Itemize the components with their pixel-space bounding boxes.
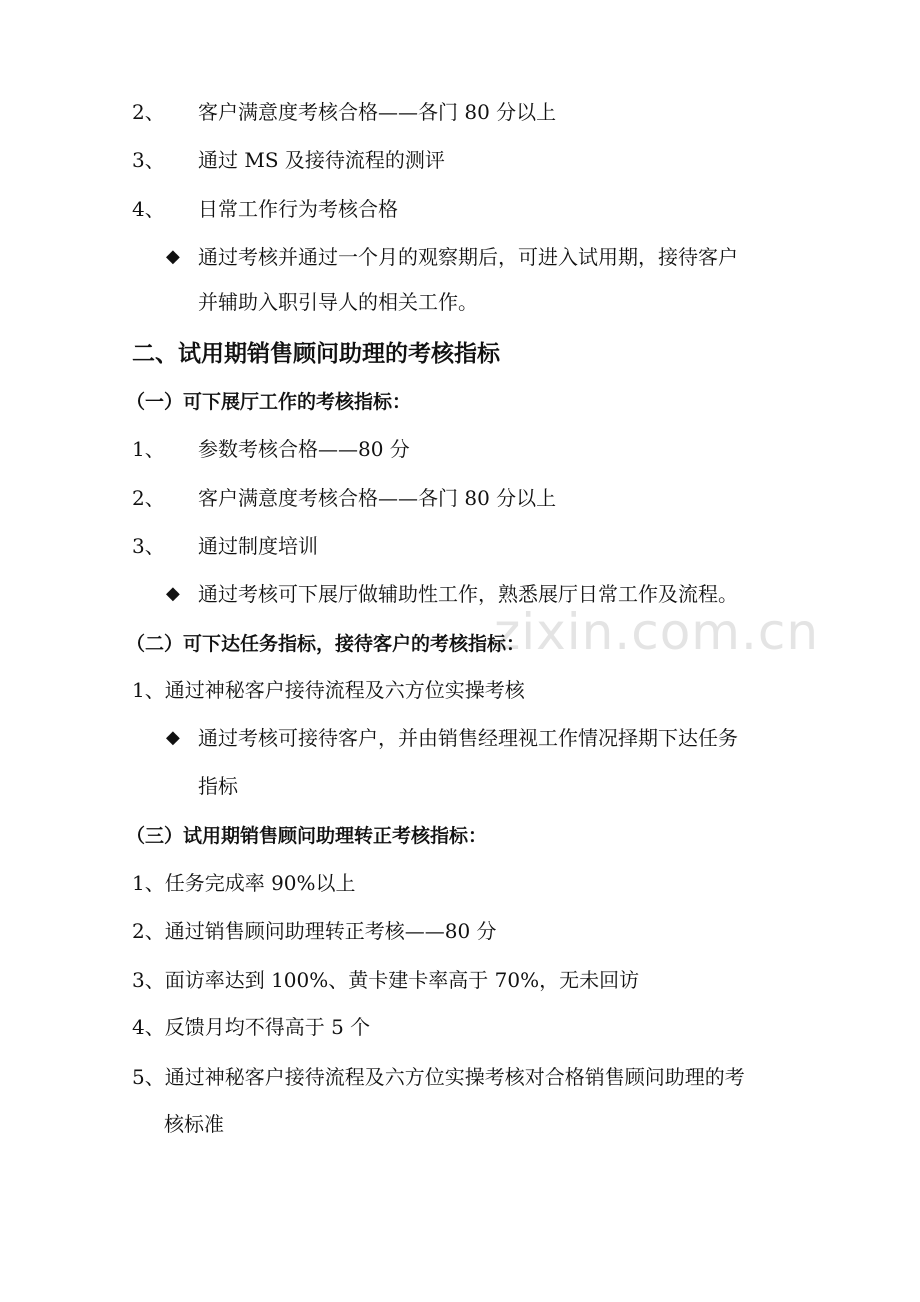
list-item-number: 4、 <box>132 197 165 221</box>
list-item: 5、通过神秘客户接待流程及六方位实操考核对合格销售顾问助理的考 <box>132 1065 745 1089</box>
list-item: 2、通过销售顾问助理转正考核——80 分 <box>132 919 497 943</box>
list-item: 1、通过神秘客户接待流程及六方位实操考核 <box>132 678 525 702</box>
note-text: 通过考核可下展厅做辅助性工作，熟悉展厅日常工作及流程。 <box>198 582 738 606</box>
list-item-text: 客户满意度考核合格——各门 80 分以上 <box>198 100 557 124</box>
subsection-title: （二）可下达任务指标，接待客户的考核指标： <box>126 633 526 655</box>
diamond-bullet-icon: ◆ <box>166 246 180 267</box>
list-item-text: 通过制度培训 <box>198 534 318 558</box>
section-title: 二、试用期销售顾问助理的考核指标 <box>132 341 500 367</box>
list-item-number: 3、 <box>132 534 165 558</box>
list-item: 4、反馈月均不得高于 5 个 <box>132 1015 371 1039</box>
list-item-text: 客户满意度考核合格——各门 80 分以上 <box>198 486 557 510</box>
list-item-text: 日常工作行为考核合格 <box>198 197 398 221</box>
subsection-title: （三）试用期销售顾问助理转正考核指标： <box>126 825 488 847</box>
note-text-line1: 通过考核并通过一个月的观察期后，可进入试用期，接待客户 <box>198 245 738 269</box>
diamond-bullet-icon: ◆ <box>166 727 180 748</box>
list-item-number: 2、 <box>132 100 165 124</box>
note-text-line2: 指标 <box>198 774 238 798</box>
subsection-title: （一）可下展厅工作的考核指标： <box>126 391 412 413</box>
list-item-text: 通过 MS 及接待流程的测评 <box>198 148 445 172</box>
list-item-number: 2、 <box>132 486 165 510</box>
note-text-line2: 并辅助入职引导人的相关工作。 <box>198 290 478 314</box>
list-item-number: 3、 <box>132 148 165 172</box>
watermark-text: zixin.com.cn <box>494 603 820 661</box>
diamond-bullet-icon: ◆ <box>166 583 180 604</box>
list-item-number: 1、 <box>132 437 165 461</box>
list-item: 1、任务完成率 90%以上 <box>132 871 356 895</box>
note-text-line1: 通过考核可接待客户，并由销售经理视工作情况择期下达任务 <box>198 726 738 750</box>
list-item: 3、面访率达到 100%、黄卡建卡率高于 70%，无未回访 <box>132 968 640 992</box>
list-item-text: 参数考核合格——80 分 <box>198 437 410 461</box>
list-item-continuation: 核标准 <box>164 1112 224 1136</box>
